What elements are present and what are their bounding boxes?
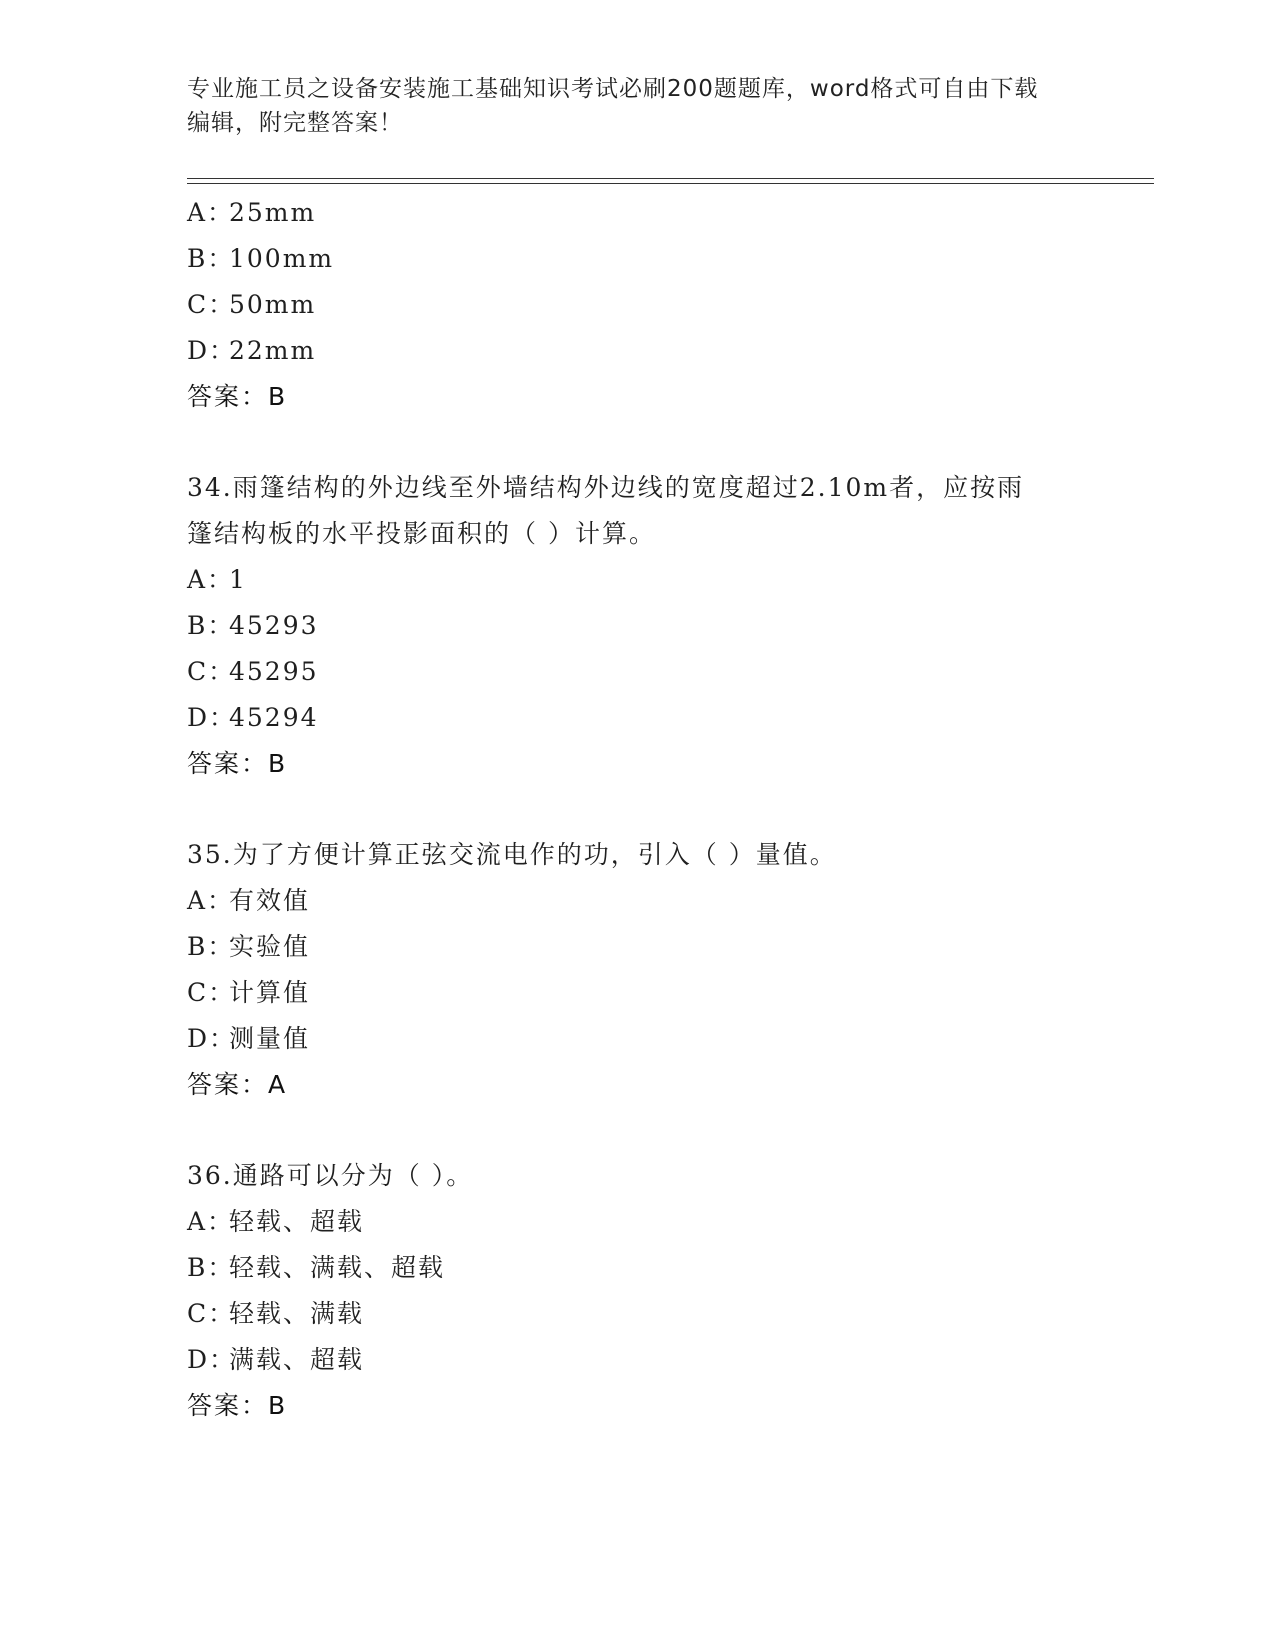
option-key: D： <box>187 703 237 732</box>
option-key: C： <box>187 657 236 686</box>
option-a <box>187 1199 1147 1245</box>
option-key: A： <box>187 198 235 227</box>
option-key: A： <box>187 565 235 594</box>
option-text: 25mm <box>229 198 317 227</box>
header-divider-top <box>187 178 1154 179</box>
question-36-block <box>187 1153 1147 1429</box>
document-header <box>187 72 1087 140</box>
question-stem-line-1: 35.为了方便计算正弦交流电作的功，引入（ ）量值。 <box>187 840 837 869</box>
option-text: 轻载、满载 <box>229 1299 365 1328</box>
option-text: 45293 <box>229 611 319 640</box>
option-key: A： <box>187 1207 235 1236</box>
option-text: 测量值 <box>229 1024 311 1053</box>
option-text: 轻载、满载、超载 <box>229 1253 446 1282</box>
question-stem-line-2: 篷结构板的水平投影面积的（ ）计算。 <box>187 519 656 548</box>
option-d <box>187 1337 1147 1383</box>
option-d <box>187 1016 1147 1062</box>
spacer <box>187 787 1147 832</box>
option-c <box>187 1291 1147 1337</box>
option-c <box>187 970 1147 1016</box>
option-text: 满载、超载 <box>229 1345 365 1374</box>
option-key: B： <box>187 611 235 640</box>
question-stem <box>187 832 1087 878</box>
option-text: 45294 <box>229 703 319 732</box>
header-divider-bottom <box>187 183 1154 184</box>
option-text: 100mm <box>229 244 335 273</box>
option-b <box>187 924 1147 970</box>
option-key: B： <box>187 244 235 273</box>
question-stem <box>187 465 1087 557</box>
header-title-line-2: 编辑，附完整答案！ <box>187 110 403 136</box>
option-c <box>187 649 1147 695</box>
option-a <box>187 878 1147 924</box>
header-title-line-1: 专业施工员之设备安装施工基础知识考试必刷200题题库，word格式可自由下载 <box>187 76 1039 102</box>
question-33-block <box>187 190 1147 420</box>
option-text: 1 <box>229 565 247 594</box>
answer-text: 答案：A <box>187 1070 288 1099</box>
option-text: 有效值 <box>229 886 311 915</box>
option-b <box>187 603 1147 649</box>
option-b <box>187 1245 1147 1291</box>
option-text: 45295 <box>229 657 319 686</box>
option-a <box>187 557 1147 603</box>
option-b <box>187 236 1147 282</box>
question-content <box>187 190 1147 1429</box>
option-c <box>187 282 1147 328</box>
answer-text: 答案：B <box>187 749 288 778</box>
option-key: B： <box>187 1253 235 1282</box>
option-key: A： <box>187 886 235 915</box>
question-stem <box>187 1153 1087 1199</box>
option-key: C： <box>187 290 236 319</box>
option-text: 轻载、超载 <box>229 1207 365 1236</box>
option-text: 实验值 <box>229 932 311 961</box>
answer-text: 答案：B <box>187 1391 288 1420</box>
option-key: D： <box>187 1345 237 1374</box>
question-stem-line-1: 36.通路可以分为（ ）。 <box>187 1161 474 1190</box>
option-key: B： <box>187 932 235 961</box>
option-key: C： <box>187 978 236 1007</box>
option-key: C： <box>187 1299 236 1328</box>
question-stem-line-1: 34.雨篷结构的外边线至外墙结构外边线的宽度超过2.10m者，应按雨 <box>187 473 1025 502</box>
option-d <box>187 695 1147 741</box>
spacer <box>187 420 1147 465</box>
option-key: D： <box>187 336 237 365</box>
option-text: 22mm <box>229 336 317 365</box>
question-34-block <box>187 465 1147 787</box>
option-text: 50mm <box>229 290 317 319</box>
option-d <box>187 328 1147 374</box>
option-key: D： <box>187 1024 237 1053</box>
option-text: 计算值 <box>229 978 311 1007</box>
answer-text: 答案：B <box>187 382 288 411</box>
spacer <box>187 1108 1147 1153</box>
option-a <box>187 190 1147 236</box>
question-35-block <box>187 832 1147 1108</box>
